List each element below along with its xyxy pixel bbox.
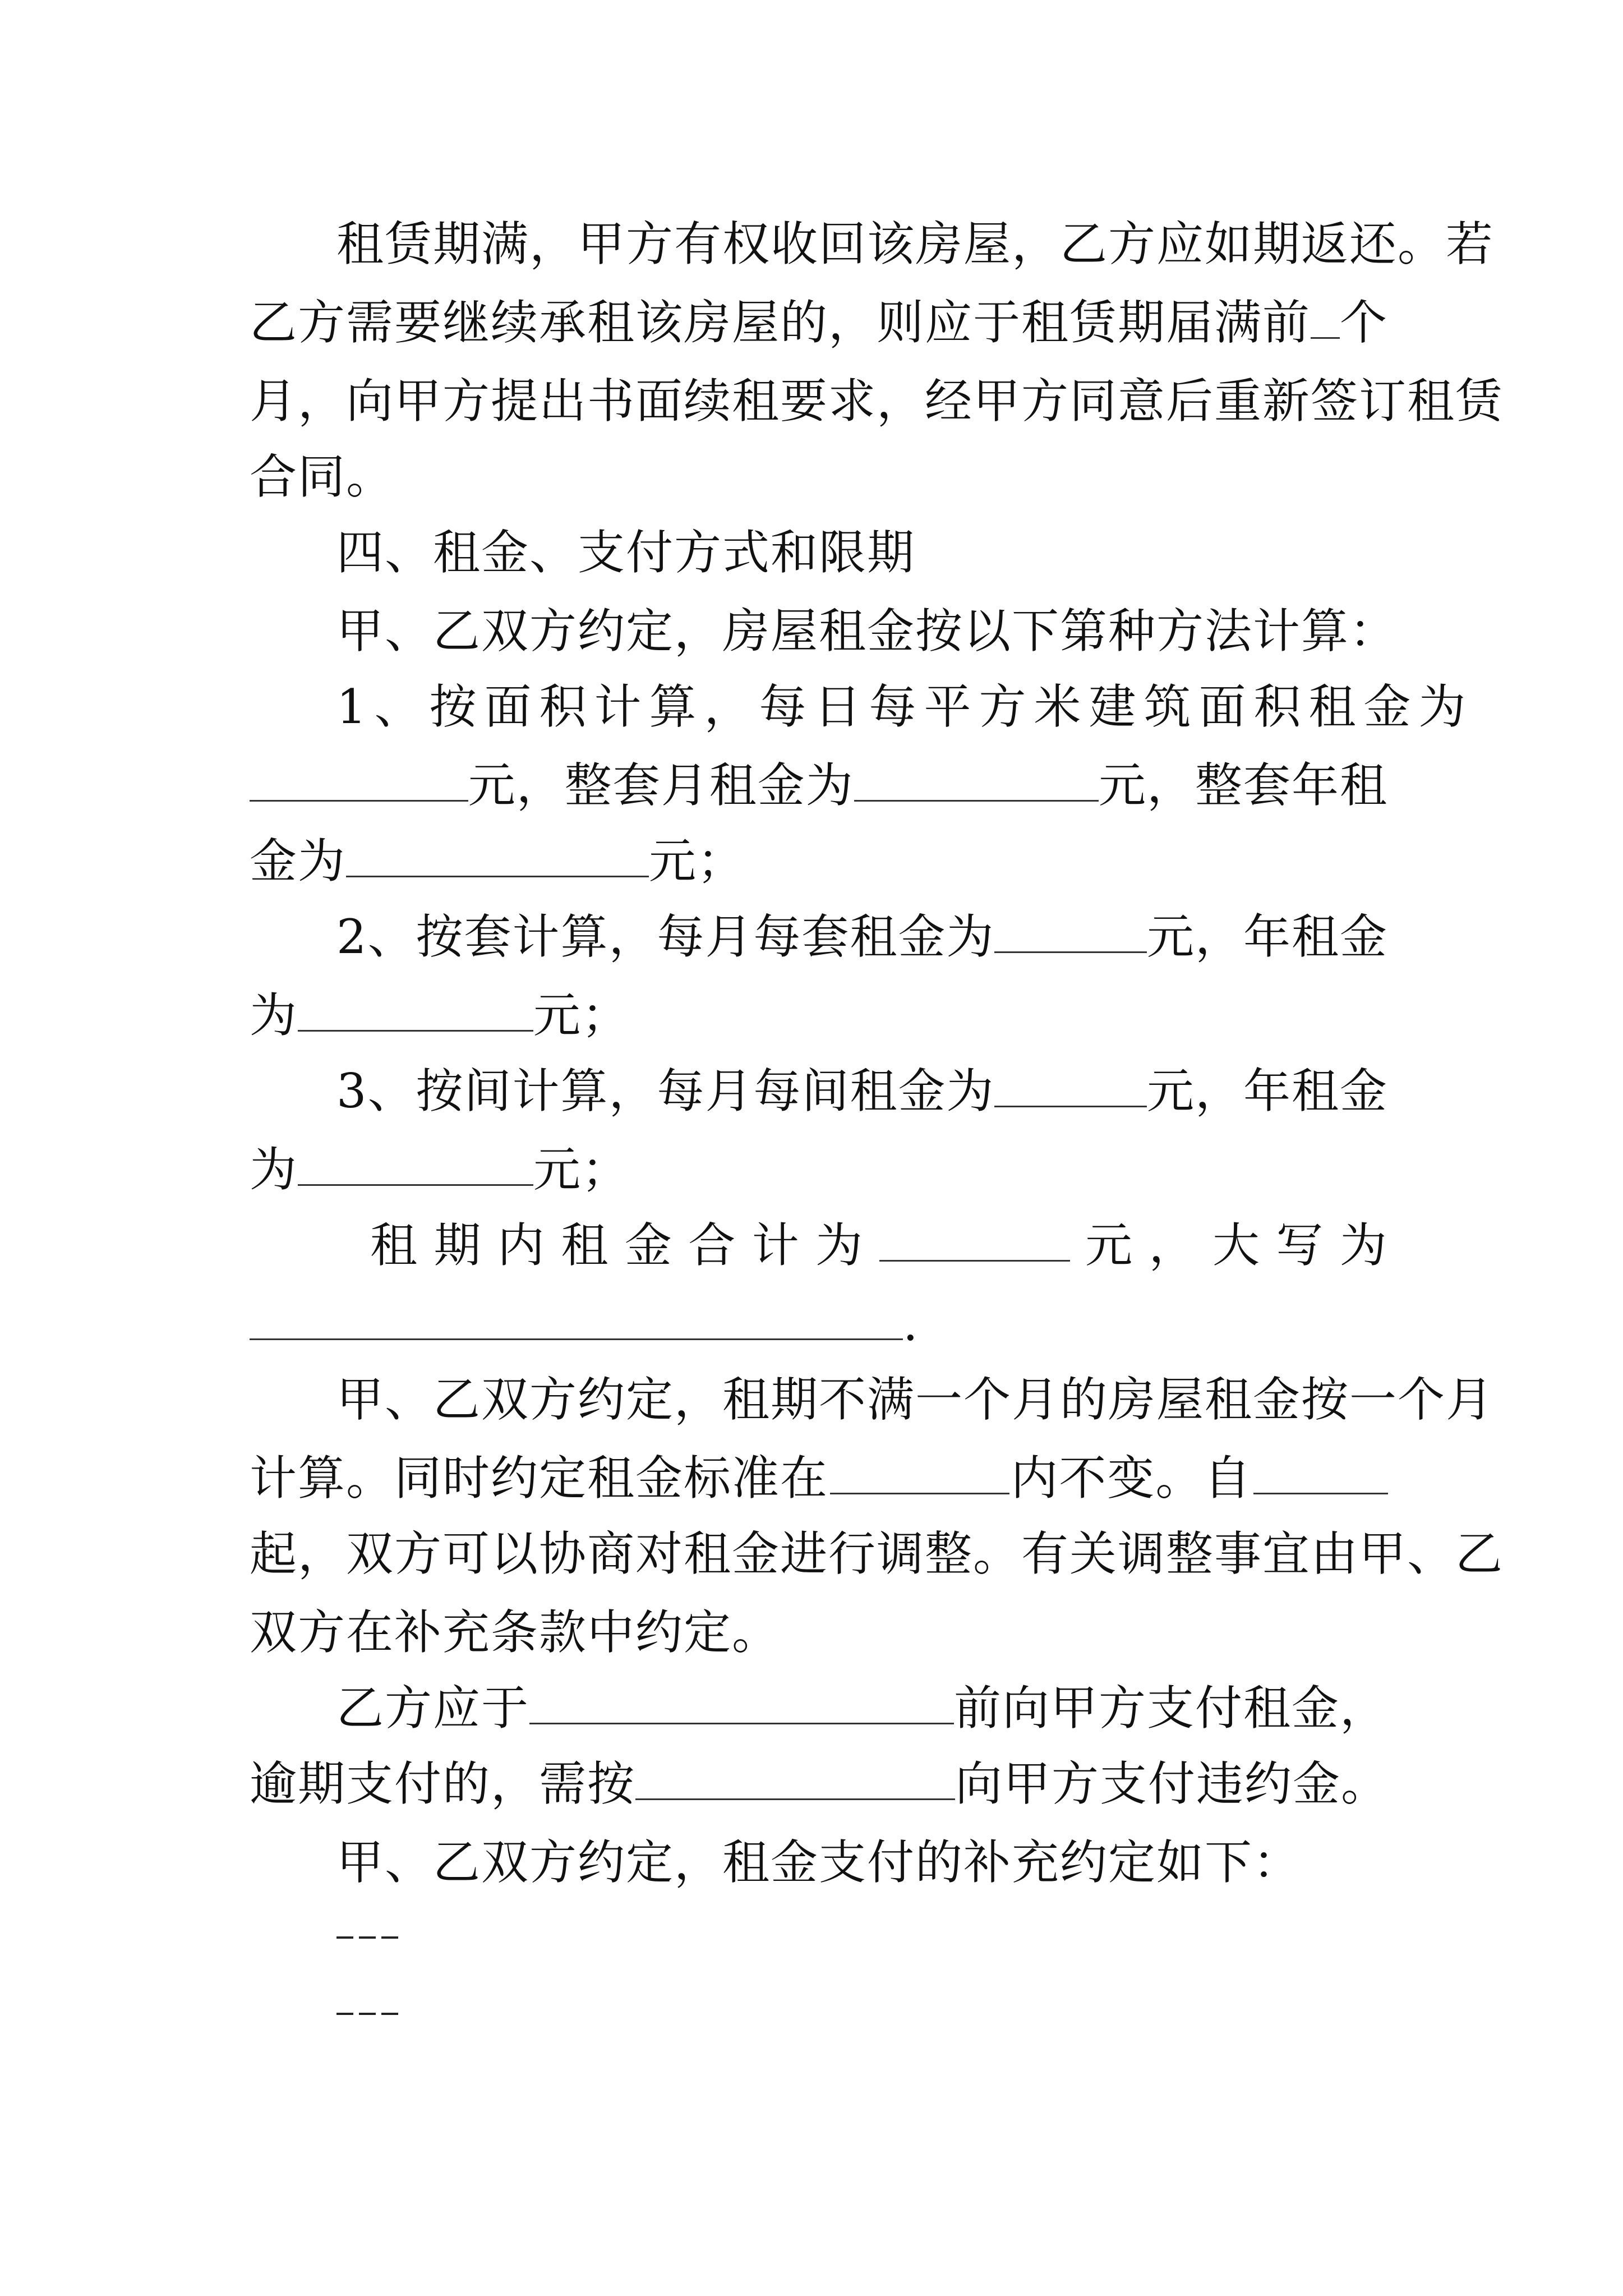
paragraph-line xyxy=(336,1372,1495,1428)
fill-in-blank xyxy=(529,1682,954,1724)
text: 元，年租金 xyxy=(1146,909,1388,964)
list-item-line xyxy=(250,757,1388,813)
list-item-line xyxy=(336,1063,1388,1119)
text: 元； xyxy=(533,988,630,1043)
text: 元，整套年租 xyxy=(1098,758,1388,813)
text: 内不变。自 xyxy=(1011,1451,1252,1506)
text: 逾期支付的，需按 xyxy=(250,1756,636,1811)
paragraph-line xyxy=(250,1756,1388,1812)
total-char: 金 xyxy=(624,1218,673,1273)
paragraph-line xyxy=(336,216,1495,272)
fill-in-blank xyxy=(250,1298,903,1340)
total-char: 写 xyxy=(1276,1218,1325,1273)
paragraph-line xyxy=(250,1526,1504,1582)
list-item-line xyxy=(336,679,1474,735)
paragraph-line xyxy=(250,1604,1388,1660)
paragraph-line xyxy=(250,295,1388,351)
fill-in-blank xyxy=(854,760,1099,802)
text: 双方在补充条款中约定。 xyxy=(250,1605,781,1660)
placeholder-dash xyxy=(336,2013,398,2015)
text: 向甲方支付违约金。 xyxy=(955,1756,1390,1811)
fill-in-blank xyxy=(635,1758,955,1800)
placeholder-dash xyxy=(336,1936,398,1939)
text: 乙方应于 xyxy=(336,1681,530,1736)
text: 前向甲方支付租金， xyxy=(953,1681,1388,1736)
text: . xyxy=(903,1296,919,1351)
text: 合同。 xyxy=(250,449,395,504)
fill-in-blank xyxy=(830,1452,1009,1494)
total-char: 元 xyxy=(1085,1218,1134,1273)
section-heading xyxy=(336,524,1388,581)
fill-in-blank xyxy=(298,1144,533,1186)
text: 租赁期满，甲方有权收回该房屋，乙方应如期返还。若 xyxy=(336,217,1495,272)
text: 个 xyxy=(1339,295,1388,350)
paragraph-line xyxy=(336,1834,1388,1890)
total-char: 计 xyxy=(751,1218,800,1273)
fill-in-blank xyxy=(346,835,649,877)
total-char: 为 xyxy=(815,1218,864,1273)
text: 元，整套月租金为 xyxy=(468,758,854,813)
text: 元； xyxy=(533,1142,630,1197)
text: 计算。同时约定租金标准在 xyxy=(250,1451,829,1506)
paragraph-line xyxy=(250,373,1504,429)
paragraph-line xyxy=(336,603,1398,659)
total-char: 为 xyxy=(1339,1218,1388,1273)
list-item-line xyxy=(336,909,1388,965)
text: 起，双方可以协商对租金进行调整。有关调整事宜由甲、乙 xyxy=(250,1526,1504,1581)
text: 2、按套计算，每月每套租金为 xyxy=(336,909,995,964)
text: 为 xyxy=(250,988,298,1043)
total-char: 大 xyxy=(1212,1218,1261,1273)
paragraph-line xyxy=(250,449,1388,505)
text: 甲、乙双方约定，租期不满一个月的房屋租金按一个月 xyxy=(336,1372,1495,1427)
list-item-line xyxy=(250,833,1388,889)
text: 甲、乙双方约定，房屋租金按以下第 xyxy=(336,604,1109,659)
text: 元； xyxy=(649,834,746,889)
fill-in-blank xyxy=(994,1065,1147,1107)
total-char: 期 xyxy=(434,1218,482,1273)
text: 乙方需要继续承租该房屋的，则应于租赁期届满前 xyxy=(250,295,1311,350)
total-char: 内 xyxy=(497,1218,546,1273)
list-item-line xyxy=(250,987,1388,1043)
total-char: 租 xyxy=(561,1218,610,1273)
total-line xyxy=(370,1217,1388,1273)
total-line xyxy=(250,1296,1388,1352)
paragraph-line xyxy=(250,1450,1388,1506)
fill-in-blank xyxy=(298,990,533,1032)
fill-in-blank xyxy=(879,1220,1070,1262)
fill-in-blank xyxy=(994,911,1147,953)
text: 元，年租金 xyxy=(1146,1064,1388,1119)
text: 甲、乙双方约定，租金支付的补充约定如下： xyxy=(336,1835,1302,1890)
fill-in-blank xyxy=(1253,1452,1388,1494)
text: 1、按面积计算，每日每平方米建筑面积租金为 xyxy=(336,679,1474,734)
heading-text: 四、租金、支付方式和限期 xyxy=(336,525,916,580)
text: 为 xyxy=(250,1142,298,1197)
text: 3、按间计算，每月每间租金为 xyxy=(336,1064,995,1119)
paragraph-line xyxy=(336,1680,1388,1736)
fill-in-blank xyxy=(250,760,468,802)
text: 月，向甲方提出书面续租要求，经甲方同意后重新签订租赁 xyxy=(250,374,1504,429)
total-char: 合 xyxy=(688,1218,737,1273)
fill-in-blank xyxy=(1311,297,1340,339)
text: 种方法计算： xyxy=(1108,604,1398,659)
total-char: 租 xyxy=(370,1218,419,1273)
list-item-line xyxy=(250,1142,1388,1198)
total-char: ， xyxy=(1149,1218,1197,1273)
text: 金为 xyxy=(250,834,347,889)
